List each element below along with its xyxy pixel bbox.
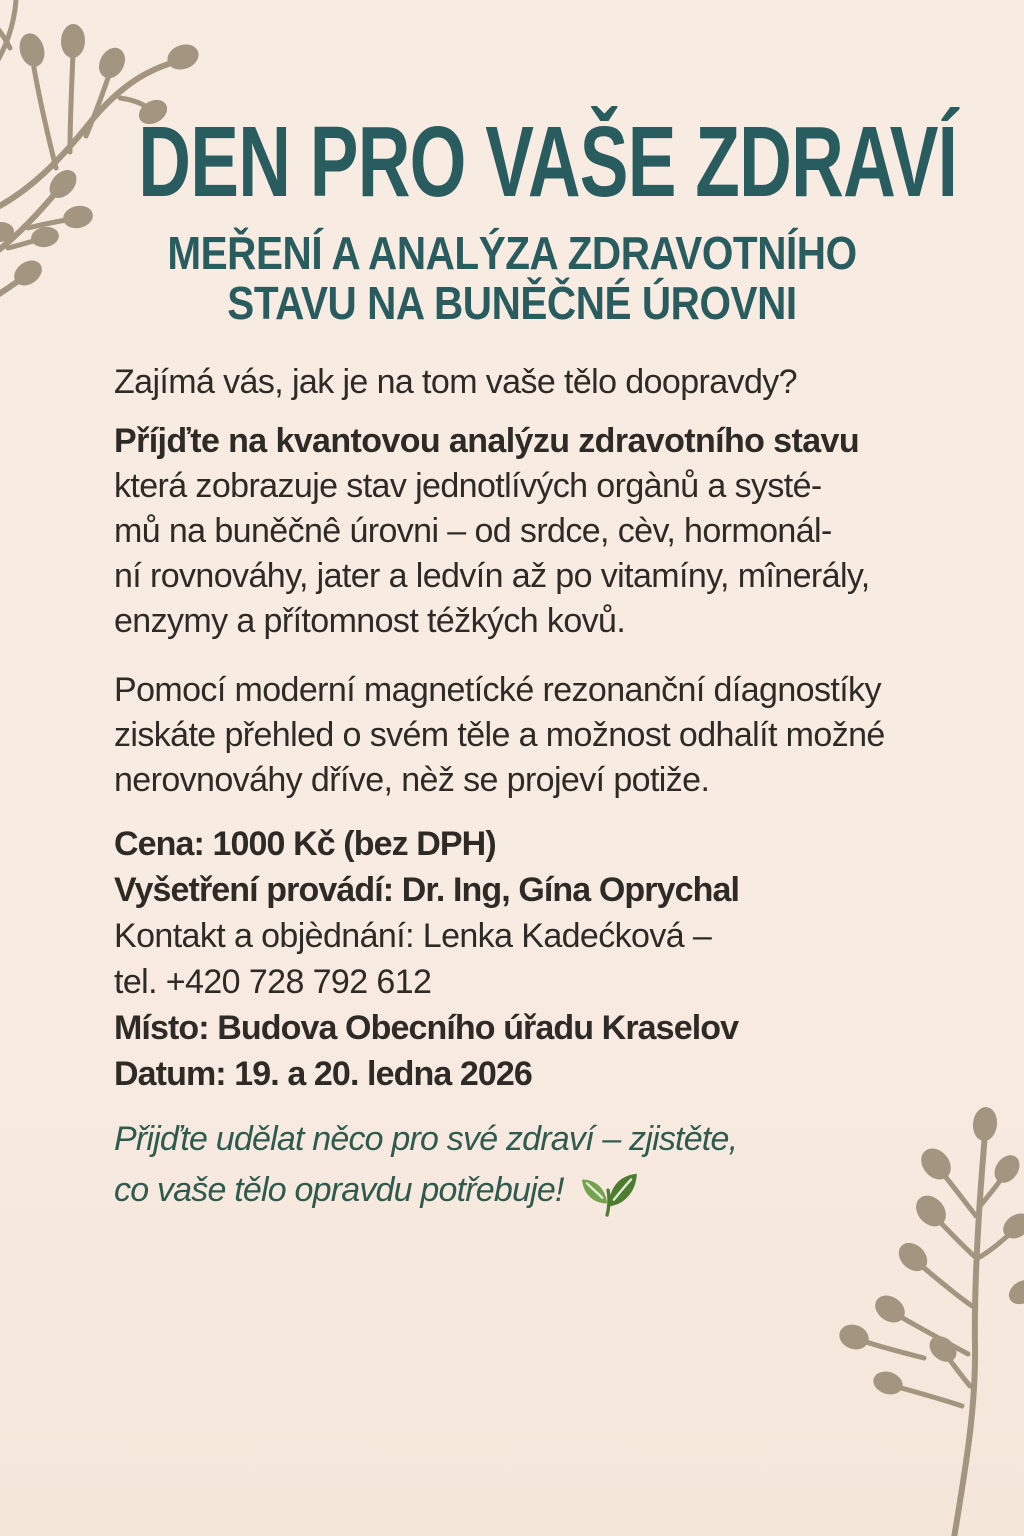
- closing-line: co vaše tělo opravdu potřebuje!: [114, 1171, 564, 1209]
- text-line: enzymy a přítomnost téžkých kovů.: [114, 602, 626, 640]
- paragraph-diagnostics: [114, 668, 976, 803]
- intro-question: Zajímá vás, jak je na tom vaše tělo doopravdy?: [114, 363, 797, 401]
- date-line: Datum: 19. a 20. ledna 2026: [114, 1055, 532, 1093]
- seedling-leaf-icon: [580, 1167, 638, 1217]
- poster-title: DEN PRO VAŠE ZDRAVÍ: [138, 106, 958, 218]
- phone-line: tel. +420 728 792 612: [114, 963, 432, 1001]
- text-line: ní rovnováhy, jater a ledvín až po vitamíny, mînerály,: [114, 557, 870, 595]
- examiner-line: Vyšetření provádí: Dr. Ing, Gína Oprychal: [114, 871, 740, 909]
- closing-message: [114, 1115, 976, 1217]
- text-line: nerovnováhy dříve, nèž se projeví potiže.: [114, 761, 710, 799]
- analysis-lead-line: Příjďte na kvantovou analýzu zdravotního stavu: [114, 422, 860, 460]
- paragraph-quantum-analysis: [114, 419, 976, 644]
- text-line: Pomocí moderní magnetícké rezonanční díagnostíky: [114, 671, 881, 709]
- closing-line: Přijďte udělat něco pro své zdraví – zjistěte,: [114, 1120, 738, 1158]
- poster-subtitle: [61, 228, 962, 328]
- subtitle-line: STAVU NA BUNĚČNÉ ÚROVNI: [227, 277, 797, 329]
- subtitle-line: MEŘENÍ A ANALÝZA ZDRAVOTNÍHO: [167, 227, 857, 279]
- text-line: mů na buněčnê úrovni – od srdce, cèv, hormonál-: [114, 512, 832, 550]
- place-line: Místo: Budova Obecního úřadu Kraselov: [114, 1009, 739, 1047]
- text-line: která zobrazuje stav jednotlívých orgànů a systé-: [114, 467, 822, 505]
- text-line: ziskáte přehled o svém těle a možnost odhalít možné: [114, 716, 885, 754]
- contact-line: Kontakt a objèdnání: Lenka Kadećková –: [114, 917, 712, 955]
- event-details: [114, 821, 976, 1097]
- price-line: Cena: 1000 Kč (bez DPH): [114, 825, 496, 863]
- poster-body: [0, 360, 1024, 1217]
